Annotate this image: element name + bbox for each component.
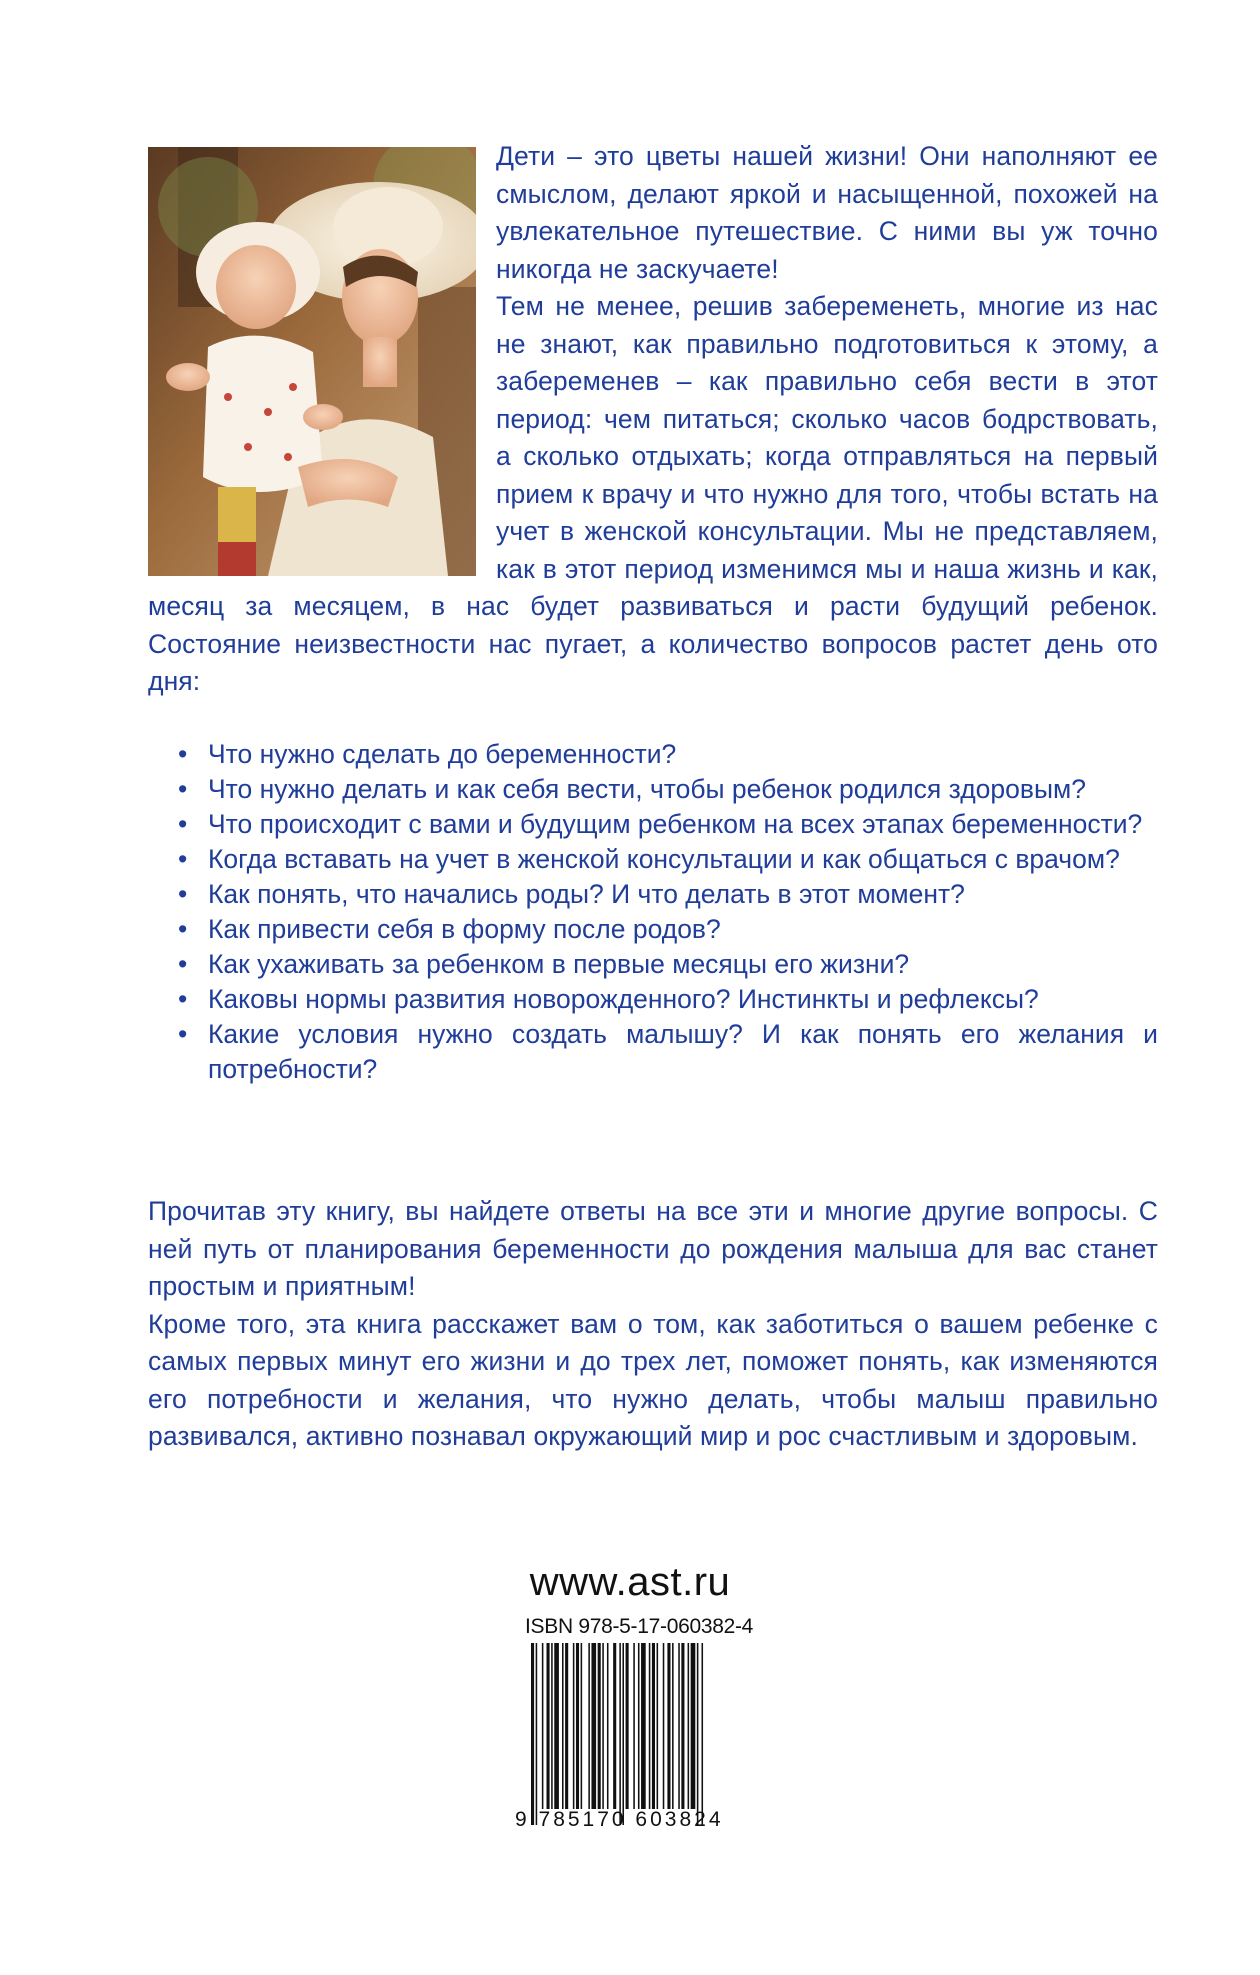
publisher-website: www.ast.ru (529, 1560, 731, 1604)
barcode-bar (667, 1643, 670, 1809)
barcode-bar (598, 1643, 601, 1809)
barcode-bar (591, 1643, 596, 1809)
barcode-bar (536, 1643, 538, 1825)
barcode-bar (562, 1643, 564, 1809)
barcode-bar (638, 1643, 640, 1809)
barcode-bar (626, 1643, 629, 1809)
barcode-bar (657, 1643, 659, 1809)
barcode-bar (622, 1643, 624, 1825)
barcode-bar (565, 1643, 568, 1809)
barcode-bar (607, 1643, 609, 1809)
list-item: • Как понять, что начались роды? И что делать в этот момент? (178, 877, 1158, 912)
barcode-bar (702, 1643, 704, 1825)
mother-and-baby-photo (148, 147, 476, 576)
barcode-bar (633, 1643, 635, 1809)
outro-paragraph-2: Кроме того, эта книга расскажет вам о том, как заботиться о вашем ребенке с самых первых минут его жизни и до трех лет, поможет понять, как изменяются его потребности и желания, что нужно делать, чтобы малыш правильно развивался, активно познавал окружающий мир и рос счастливым и здоровым. (148, 1308, 1158, 1451)
list-item: • Какие условия нужно создать малышу? И как понять его желания и потребности? (178, 1017, 1158, 1087)
barcode-bar (691, 1643, 696, 1809)
list-item: • Когда вставать на учет в женской консультации и как общаться с врачом? (178, 842, 1158, 877)
list-item: • Как ухаживать за ребенком в первые месяцы его жизни? (178, 947, 1158, 982)
barcode-bar (652, 1643, 655, 1809)
barcode-bar (613, 1643, 616, 1809)
barcode-bar (678, 1643, 680, 1809)
list-item: • Что нужно делать и как себя вести, чтобы ребенок родился здоровым? (178, 772, 1158, 807)
barcode-icon (527, 1643, 757, 1825)
barcode-bar (619, 1643, 621, 1825)
barcode-bar (663, 1643, 665, 1809)
barcode-bar (551, 1643, 553, 1809)
intro-paragraph-2: Тем не менее, решив забеременеть, многие из нас не знают, как правильно подготовиться к этому, а забеременев – как правильно себя вести в этот период: чем питаться; сколько часов бодрствовать, а сколько отдыхать; когда отправляться на первый прием к врачу и что нужно для того, чтобы встать на учет в женской консультации. Мы не представляем, как в этот период изменимся мы и наша жизнь и как, месяц за месяцем, в нас будет развиваться и расти будущий ребенок. Состояние неизвестности нас пугает, а количество вопросов растет день ото дня: (148, 291, 1158, 696)
list-item: • Что нужно сделать до беременности? (178, 737, 1158, 772)
barcode-bar (531, 1643, 534, 1825)
barcode-bar (554, 1643, 559, 1809)
barcode-bar (602, 1643, 604, 1809)
barcode-bar (573, 1643, 575, 1809)
barcode-bar (547, 1643, 550, 1809)
intro-paragraph-1: Дети – это цветы нашей жизни! Они наполняют ее смыслом, делают яркой и насыщенной, похожей на увлекательное путешествие. С ними вы уж точно никогда не заскучаете! (496, 141, 1158, 284)
barcode-bar (649, 1643, 651, 1809)
barcode-bar (581, 1643, 583, 1809)
barcode-bar (681, 1643, 684, 1809)
barcode-bar (688, 1643, 690, 1809)
barcode-bar (641, 1643, 646, 1809)
barcode-bar (672, 1643, 674, 1809)
list-item: • Как привести себя в форму после родов? (178, 912, 1158, 947)
list-item: • Что происходит с вами и будущим ребенком на всех этапах беременности? (178, 807, 1158, 842)
isbn-label: ISBN 978-5-17-060382-4 (525, 1615, 754, 1638)
barcode-digits: 9 785170 603824 (515, 1808, 724, 1831)
barcode-bar (588, 1643, 590, 1809)
questions-list (178, 737, 1158, 1087)
list-item: • Каковы нормы развития новорожденного? Инстинкты и рефлексы? (178, 982, 1158, 1017)
outro-text-block (148, 1193, 1158, 1456)
barcode-bar (576, 1643, 579, 1809)
outro-paragraph-1: Прочитав эту книгу, вы найдете ответы на все эти и многие другие вопросы. С ней путь от планирования беременности до рождения малыша для вас станет простым и приятным! (148, 1196, 1158, 1301)
barcode-bar (697, 1643, 699, 1825)
barcode-bar (542, 1643, 544, 1809)
